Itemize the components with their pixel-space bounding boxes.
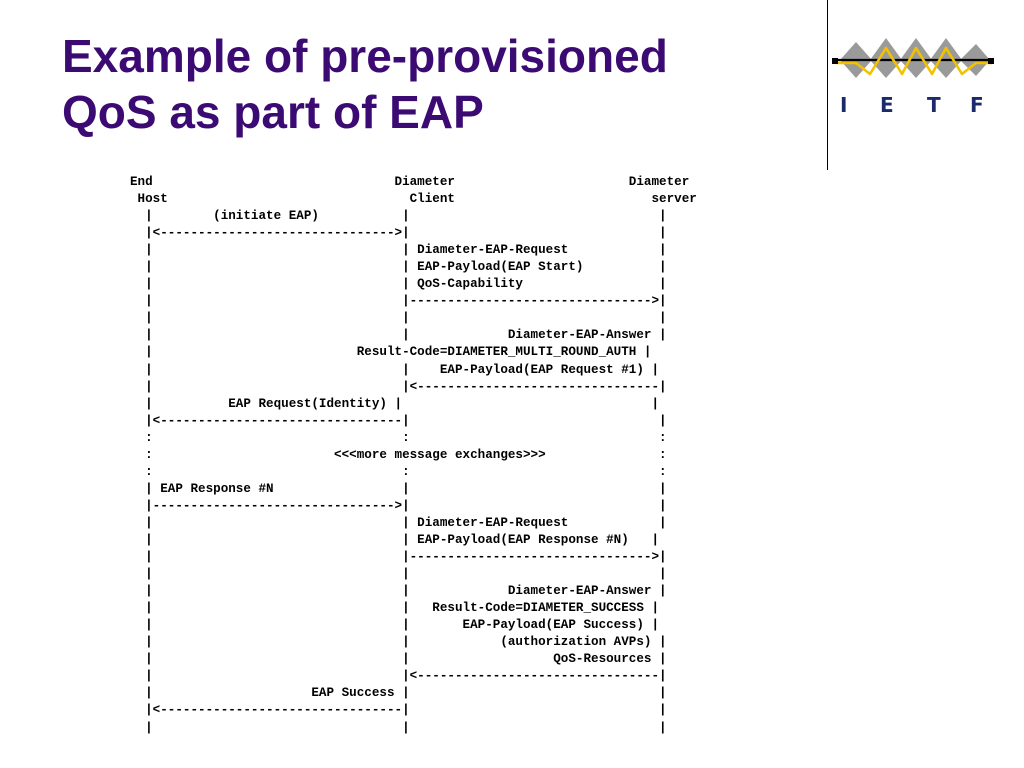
flow-line: | | Diameter-EAP-Answer | <box>130 584 667 599</box>
flow-line: : <<<more message exchanges>>> : <box>130 447 667 462</box>
flow-line: | | | <box>130 311 667 326</box>
flow-line: | |<--------------------------------| <box>130 669 667 684</box>
flow-line: | |<--------------------------------| <box>130 379 667 394</box>
flow-line: | |-------------------------------->| <box>130 550 667 565</box>
flow-line: | |-------------------------------->| <box>130 294 667 309</box>
flow-line: | | Result-Code=DIAMETER_SUCCESS | <box>130 601 660 616</box>
logo-letter-t: T <box>927 93 941 117</box>
flow-line: | | | <box>130 720 667 735</box>
flow-line: : : : <box>130 430 667 445</box>
flow-line: | | (authorization AVPs) | <box>130 635 667 650</box>
ietf-logo <box>832 30 994 120</box>
flow-line: | | Diameter-EAP-Request | <box>130 243 667 258</box>
flow-line: : : : <box>130 464 667 479</box>
logo-letter-i: I <box>840 93 848 117</box>
flow-line: | | Diameter-EAP-Answer | <box>130 328 667 343</box>
flow-line: Host Client server <box>130 192 697 207</box>
flow-line: | | Diameter-EAP-Request | <box>130 515 667 530</box>
flow-line: |<--------------------------------| | <box>130 703 667 718</box>
logo-diamonds <box>840 38 990 78</box>
flow-line: | | EAP-Payload(EAP Start) | <box>130 260 667 275</box>
slide-title-line-1: Example of pre-provisioned <box>62 30 668 82</box>
flow-line: | EAP Success | | <box>130 686 667 701</box>
flow-line: | | EAP-Payload(EAP Response #N) | <box>130 532 660 547</box>
flow-line: End Diameter Diameter <box>130 175 690 189</box>
logo-letter-e: E <box>880 93 894 117</box>
flow-line: |<------------------------------->| | <box>130 226 667 241</box>
flow-line: | | EAP-Payload(EAP Request #1) | <box>130 362 660 377</box>
flow-line: | | QoS-Resources | <box>130 652 667 667</box>
flow-line: | EAP Request(Identity) | | <box>130 396 660 411</box>
header-divider <box>827 0 828 170</box>
flow-line: | Result-Code=DIAMETER_MULTI_ROUND_AUTH | <box>130 345 652 360</box>
flow-line: |-------------------------------->| | <box>130 498 667 513</box>
message-flow-diagram <box>130 174 697 737</box>
flow-line: | EAP Response #N | | <box>130 481 667 496</box>
slide-title <box>62 28 822 140</box>
flow-line: | | QoS-Capability | <box>130 277 667 292</box>
flow-line: | | EAP-Payload(EAP Success) | <box>130 618 660 633</box>
logo-letter-f: F <box>970 93 984 117</box>
flow-line: |<--------------------------------| | <box>130 413 667 428</box>
flow-line: | (initiate EAP) | | <box>130 209 667 224</box>
slide-title-line-2: QoS as part of EAP <box>62 86 484 138</box>
flow-line: | | | <box>130 567 667 582</box>
